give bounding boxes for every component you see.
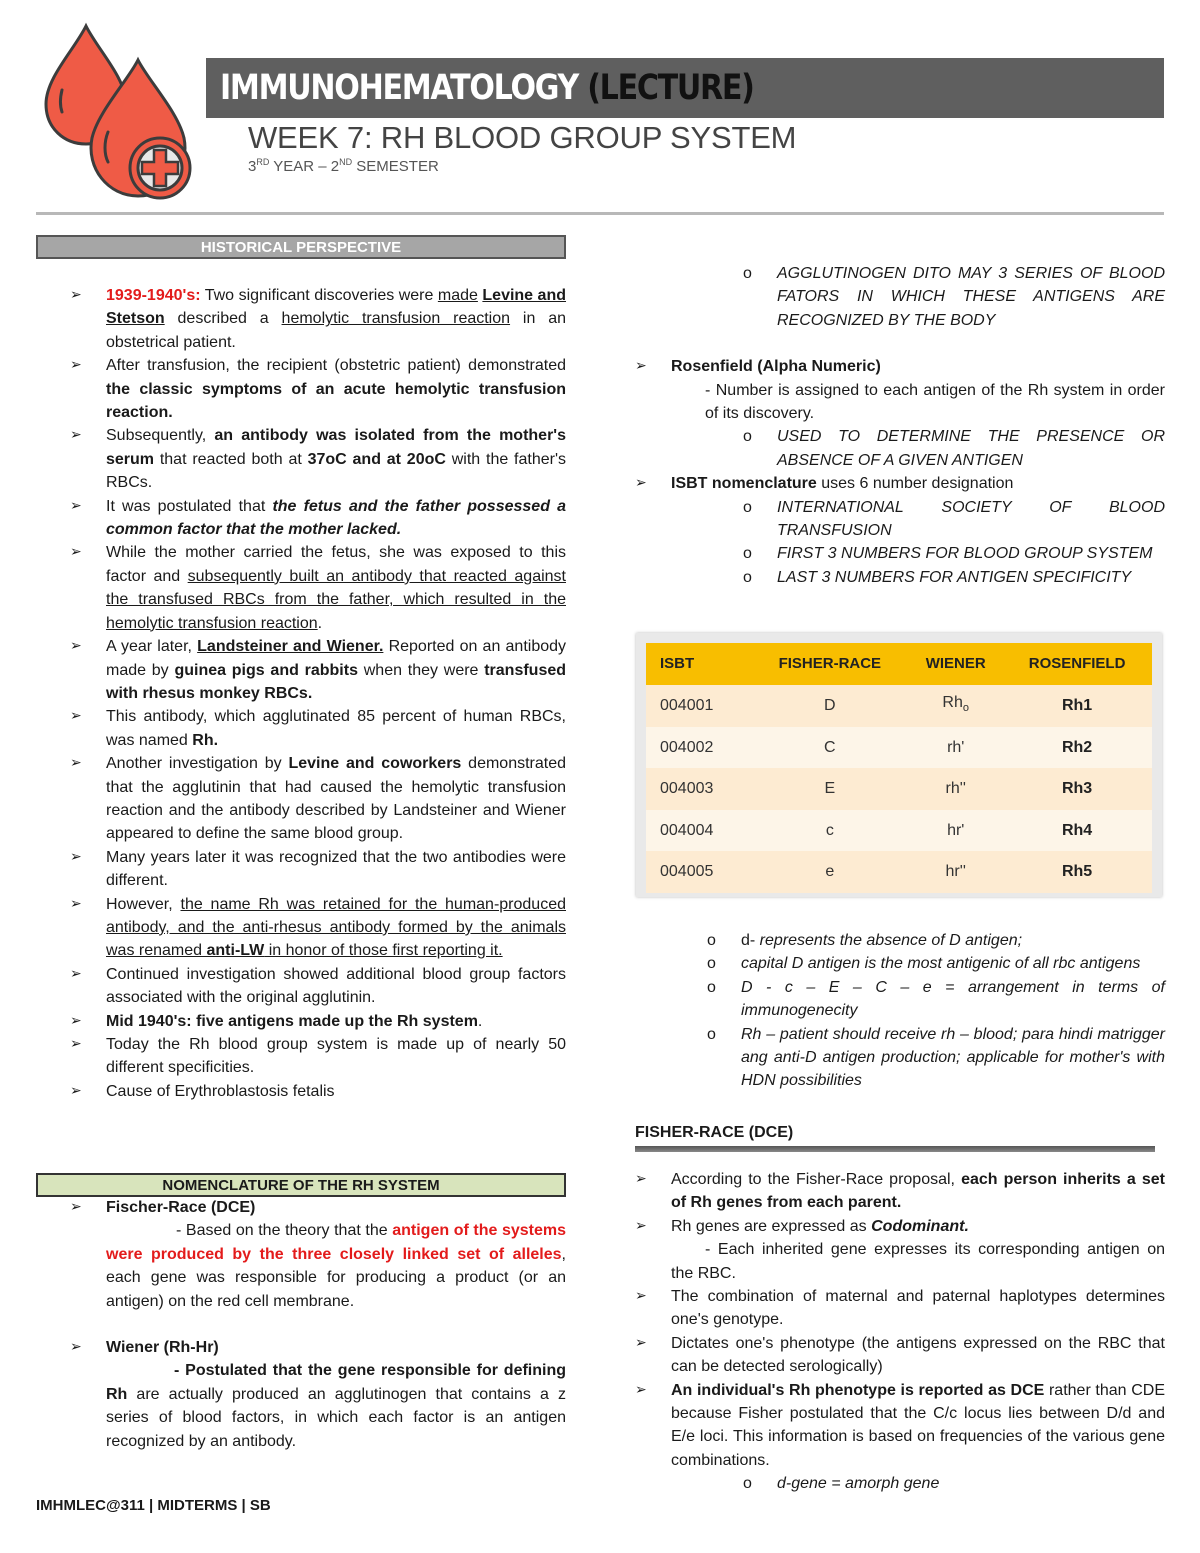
list-item: ➢ Cause of Erythroblastosis fetalis [70, 1080, 566, 1103]
historical-list [70, 284, 566, 1103]
list-item: ➢ An individual's Rh phenotype is reported as DCE rather than CDE because Fisher postulated that the C/c locus lies between D/d and E/e loci. This information is based on frequencies of the various gene combinations. [635, 1379, 1165, 1473]
table-cell: Rh1 [1002, 685, 1152, 727]
list-item: ➢ According to the Fisher-Race proposal, each person inherits a set of Rh genes from each parent. [635, 1168, 1165, 1215]
list-item: ➢ Mid 1940's: five antigens made up the Rh system. [70, 1010, 566, 1033]
rosenfield-description: - Number is assigned to each antigen of the Rh system in order of its discovery. [705, 381, 1165, 423]
list-item: ➢ The combination of maternal and paternal haplotypes determines one's genotype. [635, 1285, 1165, 1332]
table-cell: $Rh_o$ [909, 685, 1002, 727]
list-item: o AGGLUTINOGEN DITO MAY 3 SERIES OF BLOOD FATORS IN WHICH THESE ANTIGENS ARE RECOGNIZED BY THE BODY [635, 262, 1165, 332]
list-item: ➢ Subsequently, an antibody was isolated from the mother's serum that reacted both at 37oC and at 20oC with the father's RBCs. [70, 424, 566, 494]
list-item: ➢ 1939-1940's: Two significant discoveries were made Levine and Stetson described a hemolytic transfusion reaction in an obstetrical patient. [70, 284, 566, 354]
fisher-race-divider [635, 1146, 1155, 1152]
table-cell: Rh2 [1002, 727, 1152, 769]
table-row [646, 768, 1152, 810]
table-cell: rh' [909, 727, 1002, 769]
wiener-description: - Postulated that the gene responsible for defining Rh are actually produced an agglutinogen that contains a z series of blood factors, in which each factor is an antigen recognized by an antibody. [106, 1362, 566, 1450]
table-cell: E [750, 768, 909, 810]
table-cell: Rh4 [1002, 810, 1152, 852]
title-main: IMMUNOHEMATOLOGY [220, 68, 579, 108]
list-item: o d- represents the absence of D antigen; [635, 929, 1165, 952]
list-item: ➢ However, the name Rh was retained for the human-produced antibody, and the anti-rhesus antibody formed by the animals was renamed anti-LW in honor of those first reporting it. [70, 893, 566, 963]
list-item: ➢ This antibody, which agglutinated 85 percent of human RBCs, was named Rh. [70, 705, 566, 752]
list-item: ➢ Continued investigation showed additional blood group factors associated with the original agglutinin. [70, 963, 566, 1010]
list-item: ➢ Rh genes are expressed as Codominant. [635, 1215, 1165, 1238]
list-item: ➢ ISBT nomenclature uses 6 number designation [635, 472, 1165, 495]
title-sub: (LECTURE) [587, 68, 754, 108]
table-cell: 004004 [646, 810, 750, 852]
fisher-race-list [635, 1168, 1165, 1496]
table-cell: rh'' [909, 768, 1002, 810]
list-item: ➢ Wiener (Rh-Hr) [70, 1336, 566, 1359]
list-item: o FIRST 3 NUMBERS FOR BLOOD GROUP SYSTEM [635, 542, 1165, 565]
nomenclature-table [646, 643, 1152, 893]
table-cell: e [750, 851, 909, 893]
list-item: o d-gene = amorph gene [635, 1472, 1165, 1495]
fisher-race-heading: FISHER-RACE (DCE) [635, 1124, 794, 1141]
list-item: ➢ Rosenfield (Alpha Numeric) [635, 355, 1165, 378]
historical-heading: HISTORICAL PERSPECTIVE [36, 235, 566, 259]
table-cell: D [750, 685, 909, 727]
list-item: ➢ Many years later it was recognized that the two antibodies were different. [70, 846, 566, 893]
list-item: o LAST 3 NUMBERS FOR ANTIGEN SPECIFICITY [635, 566, 1165, 589]
year-line: 3RD YEAR – 2ND SEMESTER [248, 157, 439, 175]
table-row [646, 727, 1152, 769]
page-title [220, 66, 754, 110]
table-cell: Rh3 [1002, 768, 1152, 810]
list-item: ➢ Dictates one's phenotype (the antigens expressed on the RBC that can be detected serologically) [635, 1332, 1165, 1379]
column-header: FISHER-RACE [750, 643, 909, 685]
table-header-row [646, 643, 1152, 685]
fischer-description: - Based on the theory that the antigen of the systems were produced by the three closely linked set of alleles, each gene was responsible for producing a product (or an antigen) on the red cell membrane. [106, 1222, 567, 1310]
codominant-description: - Each inherited gene expresses its corresponding antigen on the RBC. [671, 1241, 1165, 1282]
blood-drops-logo-icon [34, 20, 204, 202]
table-cell: hr'' [909, 851, 1002, 893]
table-cell: c [750, 810, 909, 852]
table-cell: Rh5 [1002, 851, 1152, 893]
list-item: ➢ After transfusion, the recipient (obstetric patient) demonstrated the classic symptoms of an acute hemolytic transfusion reaction. [70, 354, 566, 424]
column-header: ROSENFIELD [1002, 643, 1152, 685]
table-cell: 004005 [646, 851, 750, 893]
antigen-notes [635, 929, 1165, 1093]
table-row [646, 810, 1152, 852]
table-cell: hr' [909, 810, 1002, 852]
list-item: ➢ While the mother carried the fetus, she was exposed to this factor and subsequently built an antibody that reacted against the transfused RBCs from the father, which resulted in the hemolytic transfusion reaction. [70, 541, 566, 635]
column-header: ISBT [646, 643, 750, 685]
table-row [646, 851, 1152, 893]
list-item: o USED TO DETERMINE THE PRESENCE OR ABSENCE OF A GIVEN ANTIGEN [635, 425, 1165, 472]
list-item: ➢ Another investigation by Levine and coworkers demonstrated that the agglutinin that had caused the hemolytic transfusion reaction and the antibody described by Landsteiner and Wiener appeared to define the same blood group. [70, 752, 566, 846]
list-item: ➢ It was postulated that the fetus and the father possessed a common factor that the mother lacked. [70, 495, 566, 542]
table-cell: 004001 [646, 685, 750, 727]
list-item: ➢ Fischer-Race (DCE) [70, 1196, 566, 1219]
list-item: ➢ Today the Rh blood group system is made up of nearly 50 different specificities. [70, 1033, 566, 1080]
header-divider [36, 212, 1164, 215]
list-item: o INTERNATIONAL SOCIETY OF BLOOD TRANSFUSION [635, 496, 1165, 543]
table-cell: 004003 [646, 768, 750, 810]
list-item: ➢ A year later, Landsteiner and Wiener. Reported on an antibody made by guinea pigs and rabbits when they were transfused with rhesus monkey RBCs. [70, 635, 566, 705]
right-top-notes [635, 262, 1165, 589]
list-item: o capital D antigen is the most antigenic of all rbc antigens [635, 952, 1165, 975]
nomenclature-table-image [636, 633, 1162, 897]
list-item: o D - c – E – C – e = arrangement in terms of immunogenecity [635, 976, 1165, 1023]
list-item: o Rh – patient should receive rh – blood; para hindi matrigger ang anti-D antigen production; applicable for mother's with HDN possibilities [635, 1023, 1165, 1093]
table-cell: C [750, 727, 909, 769]
page-footer: IMHMLEC@311 | MIDTERMS | SB [36, 1497, 271, 1514]
nomenclature-heading: NOMENCLATURE OF THE RH SYSTEM [36, 1173, 566, 1197]
nomenclature-list [70, 1196, 566, 1453]
week-title: WEEK 7: RH BLOOD GROUP SYSTEM [248, 120, 797, 155]
table-cell: 004002 [646, 727, 750, 769]
table-row [646, 685, 1152, 727]
column-header: WIENER [909, 643, 1002, 685]
